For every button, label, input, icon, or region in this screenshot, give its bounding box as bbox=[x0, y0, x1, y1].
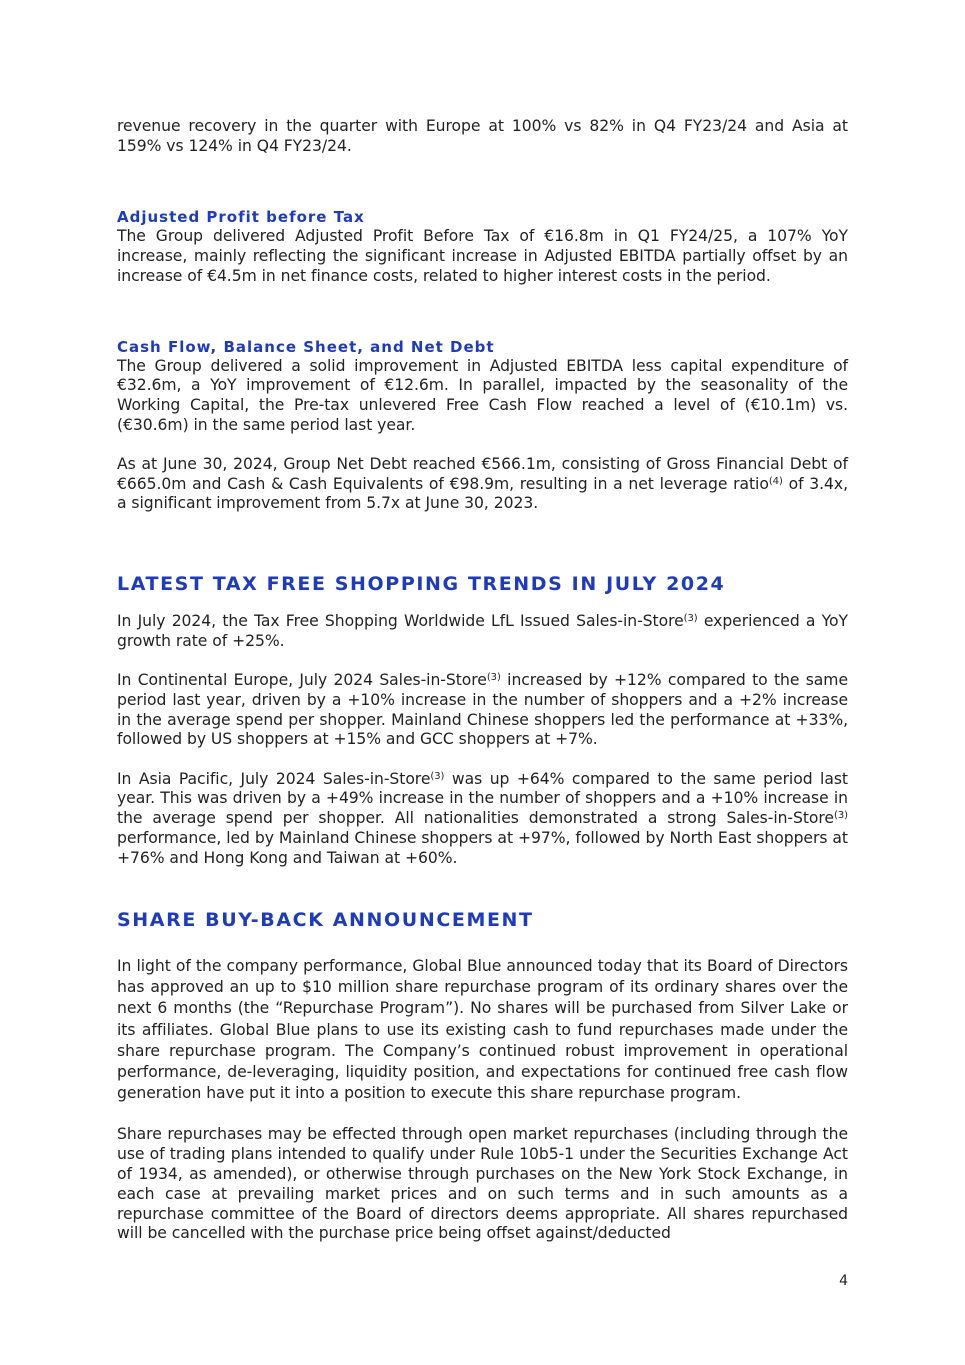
buyback-block bbox=[117, 956, 848, 1125]
footnote-ref: (3) bbox=[486, 672, 501, 684]
trends-paragraph-2: In Continental Europe, July 2024 Sales-in-Store$^{(3)}$ increased by +12% compared to the same period last year, driven by a +10% increase in the number of shoppers and a +2% increase in the average spend per shopper. Mainland Chinese shoppers led the performance at +33%, followed by US shoppers at +15% and GCC shoppers at +7%. bbox=[117, 671, 848, 749]
adjusted-profit-heading: Adjusted Profit before Tax bbox=[117, 208, 365, 227]
page-number: 4 bbox=[839, 1273, 848, 1289]
footnote-ref: (3) bbox=[430, 770, 445, 782]
buyback-section-heading: SHARE BUY-BACK ANNOUNCEMENT bbox=[117, 909, 534, 932]
adjusted-profit-paragraph: The Group delivered Adjusted Profit Before Tax of €16.8m in Q1 FY24/25, a 107% YoY increase, mainly reflecting the significant increase in Adjusted EBITDA partially offset by an increase of €4.5m in net finance costs, related to higher interest costs in the period. bbox=[117, 227, 848, 285]
cash-flow-heading: Cash Flow, Balance Sheet, and Net Debt bbox=[117, 337, 495, 356]
buyback-block-2 bbox=[117, 1125, 848, 1244]
footnote-ref: (3) bbox=[683, 613, 698, 625]
trends-section-heading: LATEST TAX FREE SHOPPING TRENDS IN JULY 2024 bbox=[117, 573, 726, 596]
trends-paragraph-3: In Asia Pacific, July 2024 Sales-in-Store$^{(3)}$ was up +64% compared to the same period last year. This was driven by a +49% increase in the number of shoppers and a +10% increase in the average spend per shopper. All nationalities demonstrated a strong Sales-in-Store$^{(3)}$ performance, led by Mainland Chinese shoppers at +97%, followed by North East shoppers at +76% and Hong Kong and Taiwan at +60%. bbox=[117, 769, 848, 867]
cash-flow-paragraph-2: As at June 30, 2024, Group Net Debt reached €566.1m, consisting of Gross Financial Debt of €665.0m and Cash & Cash Equivalents of €98.9m, resulting in a net leverage ratio$^{(4)}$ of 3.4x, a significant improvement from 5.7x at June 30, 2023. bbox=[117, 455, 848, 513]
trends-paragraph-1: In July 2024, the Tax Free Shopping Worldwide LfL Issued Sales-in-Store$^{(3)}$ experienced a YoY growth rate of +25%. bbox=[117, 612, 849, 650]
footnote-ref: (3) bbox=[833, 810, 848, 822]
footnote-ref: (4) bbox=[768, 475, 783, 487]
page-content bbox=[117, 117, 848, 1244]
cash-flow-paragraph-1: The Group delivered a solid improvement in Adjusted EBITDA less capital expenditure of €32.6m, a YoY improvement of €12.6m. In parallel, impacted by the seasonality of the Working Capital, the Pre-tax unlevered Free Cash Flow reached a level of (€10.1m) vs. (€30.6m) in the same period last year. bbox=[117, 356, 848, 434]
intro-paragraph: revenue recovery in the quarter with Europe at 100% vs 82% in Q4 FY23/24 and Asia at 159% vs 124% in Q4 FY23/24. bbox=[117, 117, 848, 155]
buyback-paragraph-2: Share repurchases may be effected through open market repurchases (including through the use of trading plans intended to qualify under Rule 10b5-1 under the Securities Exchange Act of 1934, as amended), or otherwise through purchases on the New York Stock Exchange, in each case at prevailing market prices and on such terms and in such amounts as a repurchase committee of the Board of directors deems appropriate. All shares repurchased will be cancelled with the purchase price being offset against/deducted bbox=[117, 1125, 848, 1243]
buyback-paragraph-1: In light of the company performance, Global Blue announced today that its Board of Directors has approved an up to $10 million share repurchase program of its ordinary shares over the next 6 months (the “Repurchase Program”). No shares will be purchased from Silver Lake or its affiliates. Global Blue plans to use its existing cash to fund repurchases made under the share repurchase program. The Company’s continued robust improvement in operational performance, de-leveraging, liquidity position, and expectations for continued free cash flow generation have put it into a position to execute this share repurchase program. bbox=[117, 957, 848, 1102]
